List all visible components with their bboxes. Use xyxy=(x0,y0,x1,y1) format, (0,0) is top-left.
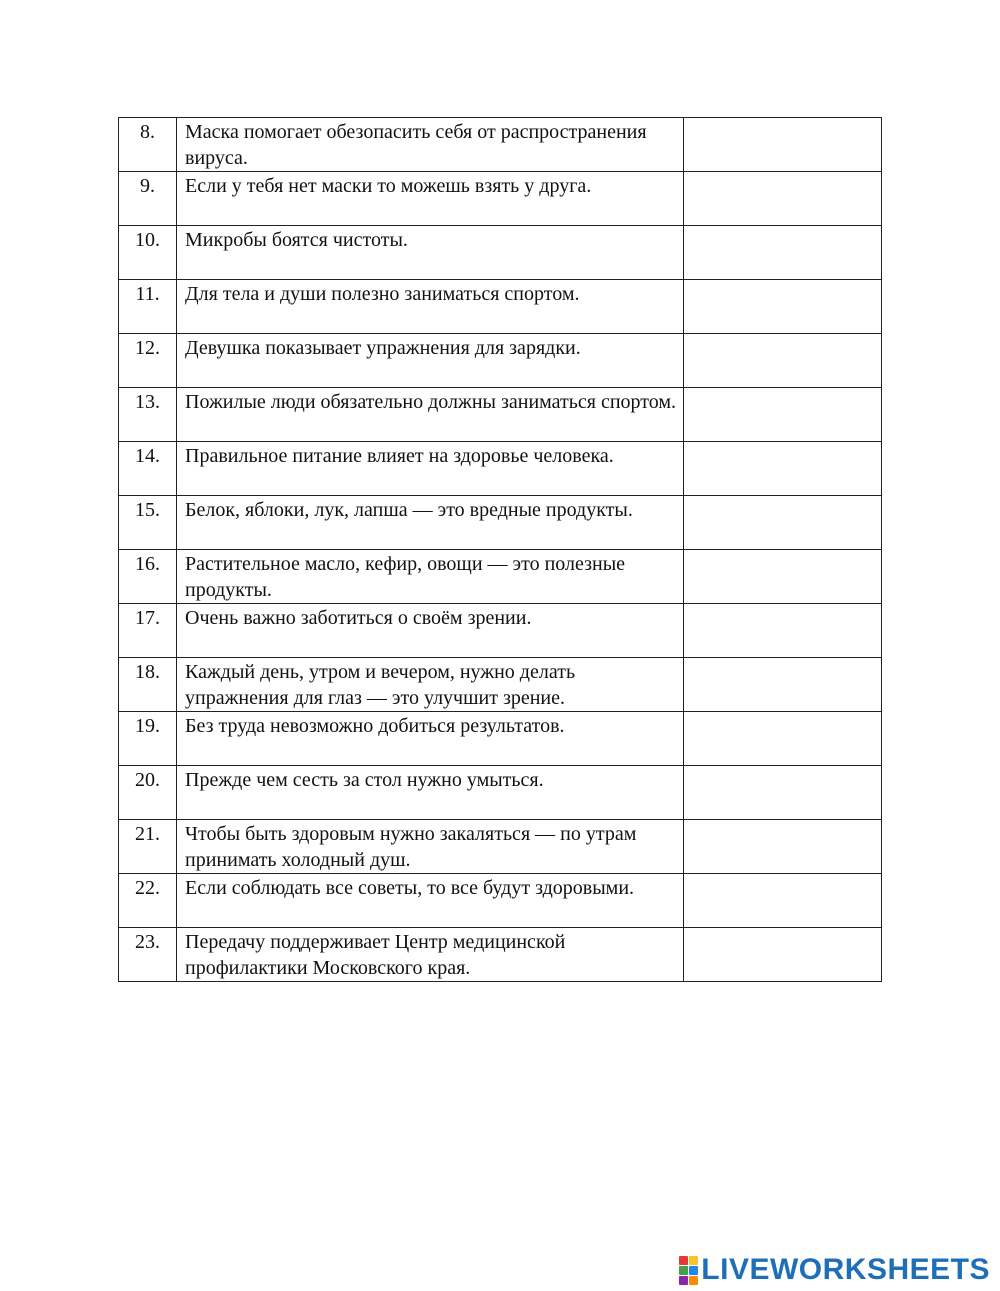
table-row xyxy=(119,388,882,442)
table-row xyxy=(119,712,882,766)
statement-text: Без труда невозможно добиться результатов. xyxy=(177,712,684,766)
table-row xyxy=(119,928,882,982)
answer-cell[interactable] xyxy=(684,766,882,820)
statement-text: Каждый день, утром и вечером, нужно делать упражнения для глаз — это улучшит зрение. xyxy=(177,658,684,712)
table-row xyxy=(119,280,882,334)
statement-text: Маска помогает обезопасить себя от распространения вируса. xyxy=(177,118,684,172)
row-number: 22. xyxy=(119,874,177,928)
table-row xyxy=(119,820,882,874)
answer-cell[interactable] xyxy=(684,118,882,172)
statements-table-body xyxy=(119,118,882,982)
table-row xyxy=(119,226,882,280)
table-row xyxy=(119,334,882,388)
statements-table xyxy=(118,117,882,982)
answer-cell[interactable] xyxy=(684,280,882,334)
row-number: 11. xyxy=(119,280,177,334)
table-row xyxy=(119,604,882,658)
statement-text: Очень важно заботиться о своём зрении. xyxy=(177,604,684,658)
statement-text: Прежде чем сесть за стол нужно умыться. xyxy=(177,766,684,820)
answer-cell[interactable] xyxy=(684,658,882,712)
row-number: 12. xyxy=(119,334,177,388)
table-row xyxy=(119,172,882,226)
row-number: 16. xyxy=(119,550,177,604)
answer-cell[interactable] xyxy=(684,172,882,226)
answer-cell[interactable] xyxy=(684,820,882,874)
table-row xyxy=(119,874,882,928)
table-row xyxy=(119,442,882,496)
answer-cell[interactable] xyxy=(684,226,882,280)
row-number: 14. xyxy=(119,442,177,496)
statement-text: Микробы боятся чистоты. xyxy=(177,226,684,280)
table-row xyxy=(119,118,882,172)
row-number: 15. xyxy=(119,496,177,550)
liveworksheets-brand xyxy=(679,1253,990,1287)
brand-name: LIVEWORKSHEETS xyxy=(701,1253,990,1286)
answer-cell[interactable] xyxy=(684,712,882,766)
statement-text: Чтобы быть здоровым нужно закаляться — по утрам принимать холодный душ. xyxy=(177,820,684,874)
statement-text: Девушка показывает упражнения для зарядки. xyxy=(177,334,684,388)
statement-text: Если у тебя нет маски то можешь взять у друга. xyxy=(177,172,684,226)
row-number: 18. xyxy=(119,658,177,712)
statement-text: Правильное питание влияет на здоровье человека. xyxy=(177,442,684,496)
table-row xyxy=(119,550,882,604)
row-number: 21. xyxy=(119,820,177,874)
statement-text: Для тела и души полезно заниматься спортом. xyxy=(177,280,684,334)
row-number: 17. xyxy=(119,604,177,658)
answer-cell[interactable] xyxy=(684,388,882,442)
answer-cell[interactable] xyxy=(684,334,882,388)
row-number: 10. xyxy=(119,226,177,280)
answer-cell[interactable] xyxy=(684,496,882,550)
statement-text: Передачу поддерживает Центр медицинской профилактики Московского края. xyxy=(177,928,684,982)
statement-text: Белок, яблоки, лук, лапша — это вредные продукты. xyxy=(177,496,684,550)
row-number: 9. xyxy=(119,172,177,226)
answer-cell[interactable] xyxy=(684,928,882,982)
answer-cell[interactable] xyxy=(684,550,882,604)
row-number: 13. xyxy=(119,388,177,442)
answer-cell[interactable] xyxy=(684,874,882,928)
table-row xyxy=(119,496,882,550)
row-number: 19. xyxy=(119,712,177,766)
row-number: 8. xyxy=(119,118,177,172)
answer-cell[interactable] xyxy=(684,604,882,658)
liveworksheets-logo-icon xyxy=(679,1256,698,1285)
table-row xyxy=(119,766,882,820)
statement-text: Если соблюдать все советы, то все будут здоровыми. xyxy=(177,874,684,928)
statement-text: Пожилые люди обязательно должны заниматься спортом. xyxy=(177,388,684,442)
answer-cell[interactable] xyxy=(684,442,882,496)
statement-text: Растительное масло, кефир, овощи — это полезные продукты. xyxy=(177,550,684,604)
row-number: 20. xyxy=(119,766,177,820)
row-number: 23. xyxy=(119,928,177,982)
table-row xyxy=(119,658,882,712)
